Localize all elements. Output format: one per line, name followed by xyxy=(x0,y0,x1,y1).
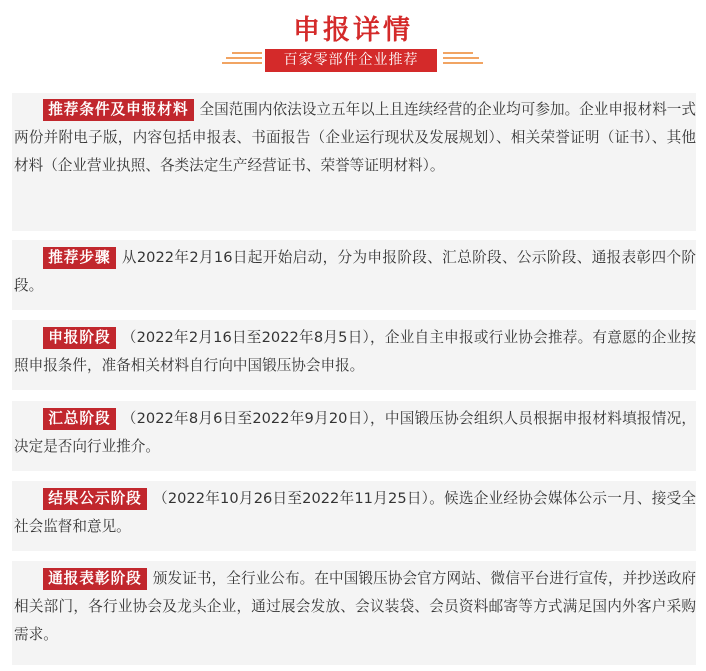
section-text: （2022年8月6日至2022年9月20日），中国锻压协会组织人员根据申报材料填报情况，决定是否向行业推介。 xyxy=(14,410,696,455)
section-tag: 推荐条件及申报材料 xyxy=(43,99,193,121)
page-title: 申报详情 xyxy=(293,15,413,46)
section-commendation-stage xyxy=(12,561,696,665)
section-publicity-stage xyxy=(12,481,696,551)
section-text: 全国范围内依法设立五年以上且连续经营的企业均可参加。企业申报材料一式两份并附电子版，内容包括申报表、书面报告（企业运行现状及发展规划）、相关荣誉证明（证书）、其他材料（企业营业执照、各类法定生产经营证书、荣誉等证明材料）。 xyxy=(14,101,696,174)
decorative-stripes-left xyxy=(222,52,262,67)
section-tag: 推荐步骤 xyxy=(43,247,115,269)
section-text: 从2022年2月16日起开始启动，分为申报阶段、汇总阶段、公示阶段、通报表彰四个阶段。 xyxy=(14,249,696,294)
section-text: （2022年2月16日至2022年8月5日），企业自主申报或行业协会推荐。有意愿的企业按照申报条件，准备相关材料自行向中国锻压协会申报。 xyxy=(14,329,696,374)
section-apply-stage xyxy=(12,320,696,390)
section-steps xyxy=(12,240,696,310)
section-summary-stage xyxy=(12,401,696,471)
section-conditions xyxy=(12,93,696,231)
header xyxy=(0,0,706,80)
section-tag: 申报阶段 xyxy=(43,327,115,349)
section-tag: 结果公示阶段 xyxy=(43,488,147,510)
subtitle-banner: 百家零部件企业推荐 xyxy=(265,49,437,72)
section-text: （2022年10月26日至2022年11月25日）。候选企业经协会媒体公示一月、接受全社会监督和意见。 xyxy=(14,490,696,535)
section-tag: 汇总阶段 xyxy=(43,408,115,430)
section-text: 颁发证书，全行业公布。在中国锻压协会官方网站、微信平台进行宣传，并抄送政府相关部门，各行业协会及龙头企业，通过展会发放、会议装袋、会员资料邮寄等方式满足国内外客户采购需求。 xyxy=(14,570,696,643)
section-tag: 通报表彰阶段 xyxy=(43,568,147,590)
decorative-stripes-right xyxy=(443,52,483,67)
